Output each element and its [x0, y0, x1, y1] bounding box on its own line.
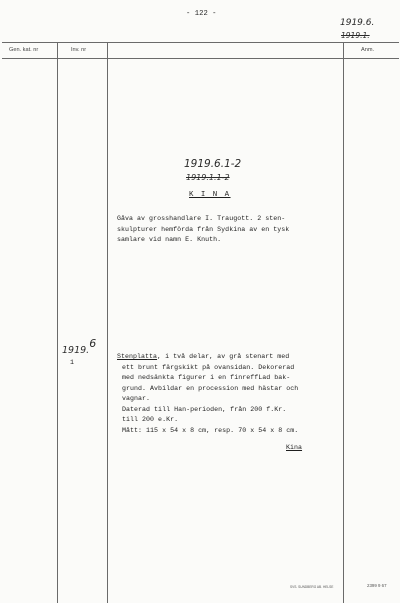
inventory-item: 1 [70, 359, 75, 366]
form-code: 2399 9 67 [367, 583, 387, 588]
header-top-rule [2, 42, 399, 43]
corner-number-struck: 1919.1. [341, 31, 370, 40]
collection-number: 1919.6.1-2 [184, 158, 242, 170]
donation-line: samlare vid namn E. Knuth. [117, 236, 222, 243]
donation-line: Gåva av grosshandlare I. Traugott. 2 sten- [117, 215, 286, 222]
column-header-anm: Anm. [361, 47, 375, 53]
inventory-number-prefix: 1919. [62, 345, 90, 356]
entry-line: , i två delar, av grå stenart med [157, 353, 290, 360]
entry-first-line [117, 352, 289, 362]
inventory-number-suffix: 6 [89, 337, 97, 350]
entry-line: till 200 e.Kr. [122, 416, 179, 423]
entry-title: Stenplatta [117, 353, 158, 360]
entry-line: ett brunt färgskikt på ovansidan. Dekorerad [122, 363, 295, 371]
column-divider-2 [107, 42, 108, 603]
collection-number-struck: 1919.1.1-2 [186, 173, 230, 182]
column-divider-3 [343, 42, 344, 603]
entry-line: grund. Avbildar en procession med hästar och [122, 384, 299, 392]
column-header-gen-kat: Gen. kat. nr [9, 47, 39, 53]
column-header-inv: Inv. nr [71, 47, 87, 53]
donation-line: skulpturer hemförda från Sydkina av en tysk [117, 225, 290, 233]
entry-line: med nedsänkta figurer i en finreffLad bak- [122, 374, 291, 381]
corner-number: 1919.6. [340, 18, 375, 28]
entry-line: Mått: 115 x 54 x 8 cm, resp. 70 x 54 x 8 cm. [122, 426, 299, 434]
header-bottom-rule [2, 58, 399, 59]
entry-tag: Kina [286, 444, 303, 451]
entry-line: vagnar. [122, 395, 151, 402]
column-divider-1 [57, 42, 58, 603]
inventory-number [62, 337, 97, 356]
entry-line: Daterad till Han-perioden, från 200 f.Kr. [122, 405, 287, 413]
printer-mark: SVS. SUNDBERG AB. HELSE [290, 585, 334, 589]
page-number: - 122 - [186, 10, 217, 18]
country-heading: K I N A [189, 191, 231, 199]
